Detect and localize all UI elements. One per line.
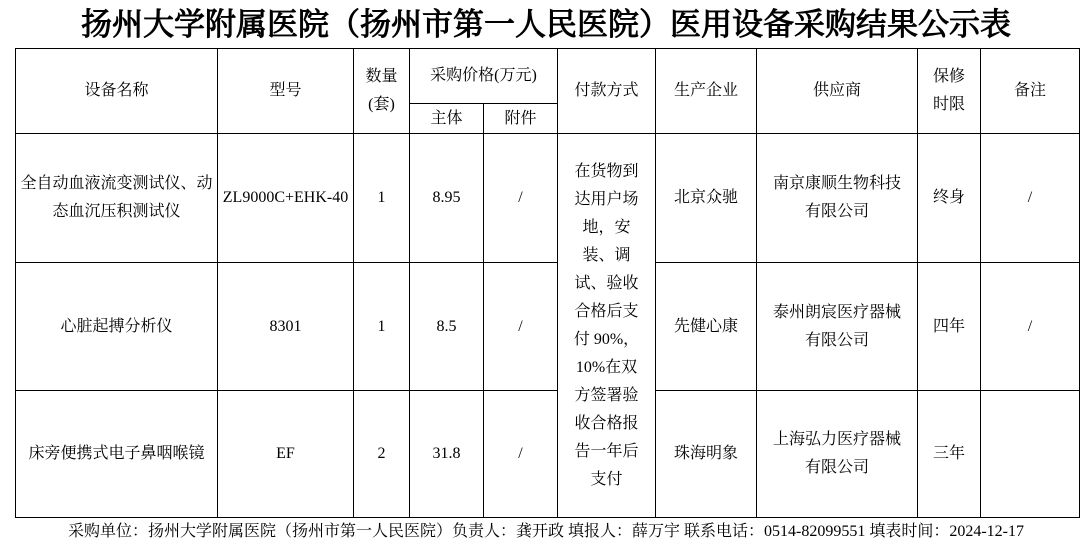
cell-manufacturer: 先健心康 [656, 263, 757, 391]
cell-warranty: 终身 [918, 134, 981, 263]
col-header-price-main: 主体 [410, 104, 484, 134]
col-header-model: 型号 [218, 49, 354, 134]
cell-quantity: 1 [354, 263, 410, 391]
col-header-supplier: 供应商 [757, 49, 918, 134]
header-row-top [16, 49, 1080, 104]
cell-price-main: 8.5 [410, 263, 484, 391]
col-header-quantity: 数量 (套) [354, 49, 410, 134]
cell-device-name: 心脏起搏分析仪 [16, 263, 218, 391]
table-row [16, 134, 1080, 263]
cell-device-name: 床旁便携式电子鼻咽喉镜 [16, 391, 218, 518]
cell-price-accessory: / [484, 134, 558, 263]
col-header-payment: 付款方式 [558, 49, 656, 134]
cell-supplier: 上海弘力医疗器械有限公司 [757, 391, 918, 518]
cell-price-accessory: / [484, 263, 558, 391]
col-header-remarks: 备注 [981, 49, 1080, 134]
cell-remarks [981, 391, 1080, 518]
cell-model: EF [218, 391, 354, 518]
cell-manufacturer: 珠海明象 [656, 391, 757, 518]
col-header-manufacturer: 生产企业 [656, 49, 757, 134]
cell-manufacturer: 北京众驰 [656, 134, 757, 263]
cell-price-main: 8.95 [410, 134, 484, 263]
table-row [16, 263, 1080, 391]
col-header-device: 设备名称 [16, 49, 218, 134]
page-title: 扬州大学附属医院（扬州市第一人民医院）医用设备采购结果公示表 [81, 7, 1011, 42]
cell-warranty: 三年 [918, 391, 981, 518]
cell-price-main: 31.8 [410, 391, 484, 518]
cell-device-name: 全自动血液流变测试仪、动态血沉压积测试仪 [16, 134, 218, 263]
cell-model: ZL9000C+EHK-40 [218, 134, 354, 263]
cell-remarks: / [981, 263, 1080, 391]
col-header-price-accessory: 附件 [484, 104, 558, 134]
cell-quantity: 1 [354, 134, 410, 263]
table-row [16, 391, 1080, 518]
cell-payment-method: 在货物到达用户场地，安装、调试、验收合格后支付 90%，10%在双方签署验收合格报告一年后支付 [558, 134, 656, 518]
footer-info: 采购单位：扬州大学附属医院（扬州市第一人民医院）负责人：龚开政 填报人：薛万宇 联系电话：0514-82099551 填表时间：2024-12-17 [68, 523, 1024, 540]
procurement-result-table [15, 48, 1080, 518]
cell-supplier: 南京康顺生物科技有限公司 [757, 134, 918, 263]
col-header-price-group: 采购价格(万元) [410, 49, 558, 104]
cell-price-accessory: / [484, 391, 558, 518]
col-header-warranty: 保修 时限 [918, 49, 981, 134]
cell-warranty: 四年 [918, 263, 981, 391]
cell-model: 8301 [218, 263, 354, 391]
cell-supplier: 泰州朗宸医疗器械有限公司 [757, 263, 918, 391]
cell-remarks: / [981, 134, 1080, 263]
cell-quantity: 2 [354, 391, 410, 518]
